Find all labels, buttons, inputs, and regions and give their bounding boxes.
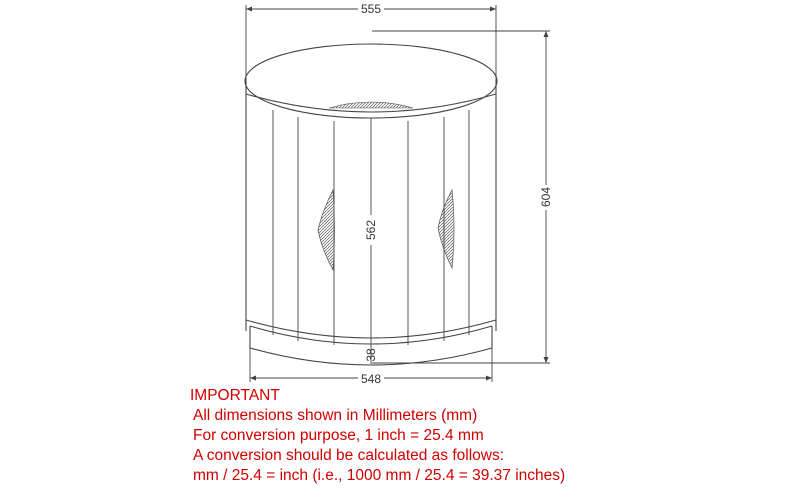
left-handle-cutout <box>318 190 335 270</box>
note-line-formula: mm / 25.4 = inch (i.e., 1000 mm / 25.4 = 39.37 inches) <box>193 467 566 484</box>
base-height-label: 38 <box>364 348 378 362</box>
total-height-dimension <box>372 31 553 363</box>
note-line-conversion-method: A conversion should be calculated as follows: <box>193 447 505 464</box>
right-handle-cutout <box>438 190 454 268</box>
top-width-dimension <box>246 2 496 92</box>
note-line-conversion-factor: For conversion purpose, 1 inch = 25.4 mm <box>193 427 484 444</box>
notes-heading: IMPORTANT <box>190 387 280 404</box>
top-width-label: 555 <box>360 2 382 16</box>
top-recess-hatch <box>329 102 413 108</box>
total-height-label: 604 <box>539 186 553 208</box>
conversion-notes <box>190 386 565 486</box>
note-line-units: All dimensions shown in Millimeters (mm) <box>193 407 478 424</box>
body-height-dimension <box>364 118 378 346</box>
base-width-label: 548 <box>360 372 382 386</box>
body-height-label: 562 <box>364 219 378 241</box>
base-height-dimension <box>364 346 378 364</box>
